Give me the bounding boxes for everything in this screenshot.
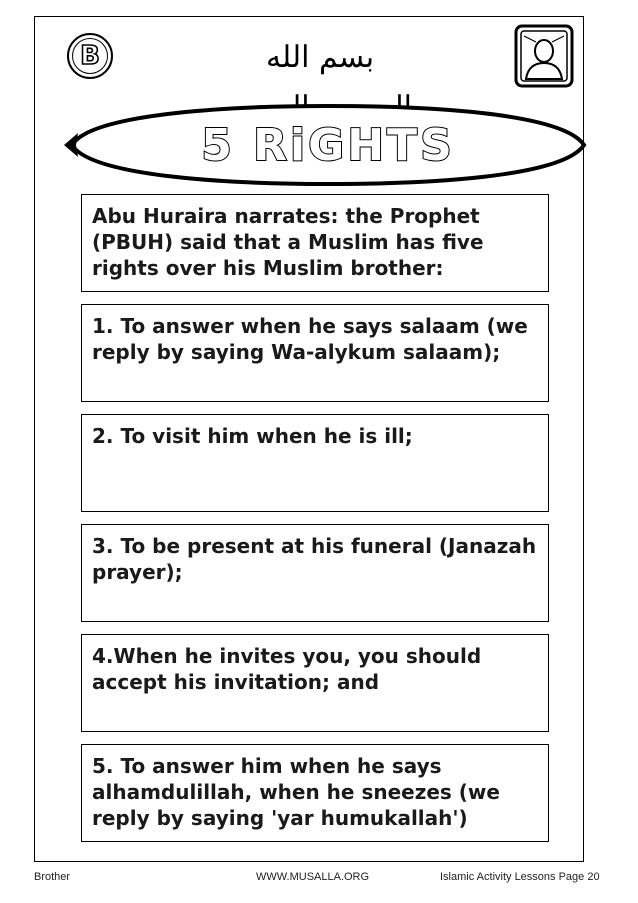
bismillah-calligraphy: بسم الله — [265, 40, 375, 75]
right-text-3: 3. To be present at his funeral (Janazah prayer); — [92, 534, 537, 584]
right-box-4 — [81, 634, 549, 732]
right-text-5: 5. To answer him when he says alhamdulillah, when he sneezes (we reply by saying 'yar humukallah') — [92, 754, 500, 830]
footer-section-label: Brother — [34, 871, 71, 883]
right-text-4: 4.When he invites you, you should accept his invitation; and — [92, 644, 482, 694]
right-box-5 — [81, 744, 549, 842]
footer-page-number: Islamic Activity Lessons Page 20 — [440, 871, 600, 883]
right-text-2: 2. To visit him when he is ill; — [92, 424, 413, 448]
hadith-intro-box — [81, 194, 549, 292]
right-box-1 — [81, 304, 549, 402]
badge-letter: B — [72, 38, 108, 74]
person-portrait-icon — [514, 24, 574, 88]
page-title: 5 RiGHTS — [201, 119, 455, 171]
letter-b-badge-icon — [67, 33, 113, 79]
footer-website: WWW.MUSALLA.ORG — [256, 871, 370, 883]
right-box-3 — [81, 524, 549, 622]
right-text-1: 1. To answer when he says salaam (we reply by saying Wa-alykum salaam); — [92, 314, 528, 364]
hadith-intro-text: Abu Huraira narrates: the Prophet (PBUH) said that a Muslim has five rights over his Muslim brother: — [92, 204, 484, 280]
right-box-2 — [81, 414, 549, 512]
